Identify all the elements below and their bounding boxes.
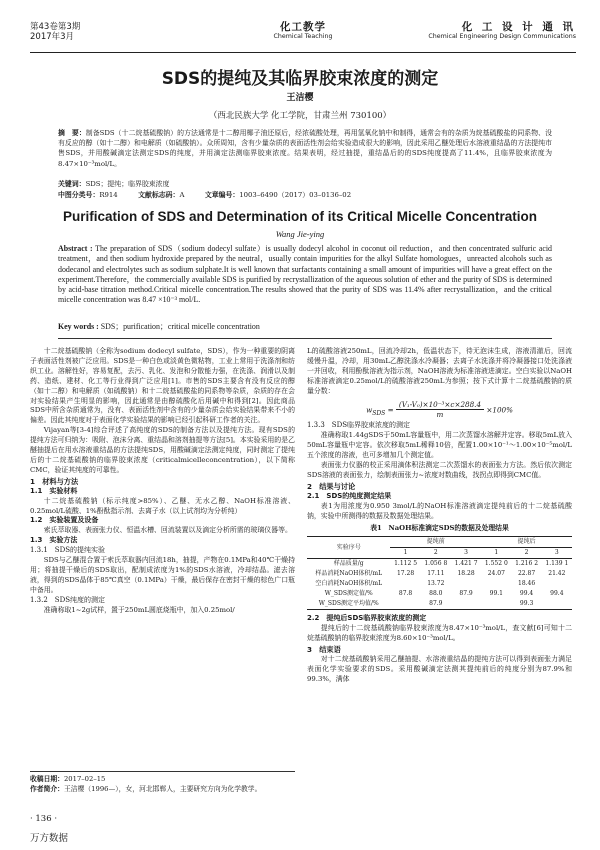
table-col-header: 实验序号 (307, 537, 390, 559)
purity-paragraph: 准确称取1~2g试样，置于250mL圆底烧瓶中，加入0.25mol/ (43, 605, 235, 614)
table-group-before: 提纯前 (390, 537, 481, 548)
table-cell: 18.28 (457, 570, 475, 578)
cmc-method-paragraph-1: 准确称取1.44gSDS于50mL容量瓶中，用二次蒸馏水溶解并定容。移取5mL放入50mL容量瓶中定容。依次移取5mL稀释10倍，配置1.00×10⁻¹～1.00×10⁻⁵mol/L五个浓度的溶液，也可多增加几个测定值。 (307, 431, 572, 460)
article-no-label: 文章编号： (204, 191, 240, 199)
table-cell: 1.112 5 (394, 560, 418, 568)
heading-materials-methods: 1 材料与方法 (30, 476, 79, 486)
heading-cmc-results: 2.2 提纯后SDS临界胶束浓度的测定 (307, 614, 427, 623)
table-trial-number: 3 (451, 548, 481, 559)
heading-results: 2 结果与讨论 (307, 481, 356, 491)
table-row-label: 空白消耗NaOH体积/mL (315, 580, 383, 588)
conclusion-paragraph: 对十二烷基硫酸钠采用乙醚抽提、水溶液重结晶的提纯方法可以得到表面张力满足表面化学实验要求的SDS。采用酸碱滴定法测其提纯前后的纯度分别为87.9%和99.3%，满体 (307, 654, 572, 683)
watermark: 万方数据 (30, 833, 69, 844)
classification-line (58, 190, 552, 200)
doc-code-value: A (179, 191, 185, 199)
doc-code-label: 文献标志码： (138, 191, 180, 199)
table-row (307, 589, 572, 599)
abstract-en (58, 244, 552, 306)
titration-table (307, 536, 572, 610)
section-cn: 化工教学 (280, 21, 326, 33)
materials-paragraph: 十二烷基硫酸钠（标示纯度>85%）、乙醚、无水乙醇、NaOH标准溶液、0.25mol/L硫酸、1%酚酞指示剂、去离子水（以上试剂均为分析纯） (30, 496, 295, 515)
table-row (307, 559, 572, 570)
keywords-cn-text: SDS；提纯；临界胶束浓度 (85, 180, 170, 188)
table-trial-number: 1 (481, 548, 511, 559)
clc-label: 中图分类号： (58, 191, 100, 199)
table-row (307, 579, 572, 589)
abstract-cn-label: 摘 要： (58, 129, 86, 137)
heading-cmc-method: 1.3.3 SDS临界胶束浓度的测定 (307, 421, 411, 430)
heading-purification: 1.3.1 SDS的提纯实验 (30, 546, 106, 555)
table-caption: 表1 NaOH标准滴定SDS的数据及处理结果 (370, 524, 509, 533)
heading-conclusion: 3 结束语 (307, 645, 341, 655)
footnote (30, 771, 295, 794)
purity-paragraph-cont: L的硫酸溶液250mL，回流冷却2h，低温状态下，待无泡沫生成，溶液清澈后，回流缓慢升温，冷却，用30mL乙醇洗涤水冷凝器；去离子水洗涤并将冷凝器接口处洗涤液一并回收，利用酚酞溶液为指示剂，NaOH溶液为标准溶液进滴定。空白实验以NaOH标准溶液滴定0.25mol/L的硫酸溶液250mL为参照；按下式计算十二烷基硫酸钠的质量分数： (307, 347, 572, 395)
received-label: 收稿日期： (30, 775, 64, 783)
table-cell: 99.4 (519, 590, 534, 598)
intro-paragraph-1: 十二烷基硫酸钠（全称为sodium dodecyl sulfate，SDS），作为一种重要的阴离子表面活性剂被广泛应用。SDS是一种白色或淡黄色微粘物，工业上常用于洗涤剂和纺织工业。溶解性好，容易复配，去污、乳化、发泡和分散能力强，在洗涤、润滑以及制药、造纸、建材、化工等行业得到广泛应用[1]。市售的SDS主要含有没有反应的醇（如十二醇）和电解质（如硫酸钠）和十二烷基硫酸盐的同系物等杂质，杂质的存在会对实验结果产生明显的影响，因此通常是由醇硫酸化后用碱中和得到[2]。因此商品SDS中所含杂质通常为，没有、表面活性剂中含有的少量杂质会给实验结果带来不小的偏差。因此其纯度对于表面化学实验结果的影响已经引起科研工作者的关注。 (30, 347, 295, 425)
author-cn: 王洁樱 (286, 93, 314, 103)
table-cell: 99.4 (550, 590, 564, 598)
received-date (30, 774, 295, 784)
heading-methods: 1.3 实验方法 (30, 536, 78, 545)
received-value: 2017–02–15 (63, 775, 106, 783)
table-cell: 17.11 (427, 570, 445, 578)
table-trial-number: 3 (542, 548, 572, 559)
table-row (307, 599, 572, 610)
table-cell: 21.42 (548, 570, 566, 578)
heading-equipment: 1.2 实验装置及设备 (30, 516, 99, 525)
page-number: · 136 · (30, 814, 58, 824)
heading-purity-results: 2.1 SDS的纯度测定结果 (307, 491, 392, 500)
formula-lhs: w (366, 404, 373, 414)
table-cell: 18.46 (518, 580, 536, 588)
table-cell: 1.056 8 (424, 560, 448, 568)
table-cell: 87.9 (390, 599, 481, 610)
table-cell: 17.28 (396, 570, 415, 578)
table-cell: 1.421 7 (454, 560, 478, 568)
table-cell: 24.07 (487, 570, 505, 578)
article-title-en: Purification of SDS and Determination of its Critical Micelle Concentration (62, 209, 538, 224)
table-row (307, 569, 572, 579)
abstract-en-text: The preparation of SDS（sodium dodecyl sulfate）is usually dodecyl alcohol in coconut oil reduction，and then concentrated sulfuric acid treatment，and then sodium hydroxide prepared by the neutral，usually contain impurities for the alkyl Sulfate homologues，unreacted alcohols such as dodecanol and electrolytes such as sodium sulphate.It is well known that surfactants containing a small amount of impurities will have a great effect on the experiment.Therefore，the commercially available SDS is purified by recrystallization of the aqueous solution of ether and the purity of SDS is determined by acid-base titration method.Critical micelle concentration.The results showed that the purity of SDS was 11.4% after recrystallization，and the critical micelle concentration was 8.47 ×10⁻³ mol/L. (58, 244, 552, 305)
right-column (307, 347, 572, 685)
keywords-en (58, 321, 552, 332)
table-cell: 1.552 0 (484, 560, 508, 568)
table-row-label: 样品质量/g (333, 560, 364, 568)
table-cell: 88.0 (429, 590, 443, 598)
affiliation-cn: （西北民族大学 化工学院，甘肃兰州 730100） (208, 111, 392, 121)
keywords-en-label: Key words : (58, 322, 99, 331)
keywords-cn (58, 179, 552, 189)
table-cell: 1.139 1 (545, 560, 569, 568)
journal-cn: 化 工 设 计 通 讯 (461, 21, 576, 33)
abstract-cn (58, 128, 552, 169)
table-cell: 13.72 (427, 580, 445, 588)
formula-eq: = (387, 404, 394, 414)
clc-value: R914 (99, 191, 118, 199)
volume-issue: 第43卷第3期 (30, 22, 81, 32)
formula-fraction (396, 400, 484, 421)
author-bio (30, 784, 295, 794)
author-bio-label: 作者简介： (30, 785, 64, 793)
purification-paragraph: SDS与乙醚混合置于索氏萃取器内回流18h，抽提，产物在0.1MPa和40℃干燥持用；将抽提干燥后的SDS取出，配制成浓度为1%的SDS水溶液，冷却结晶。滤去溶液，得到的SDS晶体于85℃真空（0.1MPa）干燥，最后保存在密封干燥的棕色广口瓶中备用。 (30, 556, 295, 594)
heading-purity: 1.3.2 SDS纯度的测定 (30, 595, 106, 604)
purity-results-paragraph: 表1为用浓度为0.950 3mol/L的NaOH标准溶液滴定提纯前后的十二烷基硫酸钠，实验中所测得的数据及数据处理结果。 (307, 501, 572, 520)
table-cell: 99.3 (481, 599, 572, 610)
section-en: Chemical Teaching (273, 33, 333, 40)
table-row-label: W_SDS测定值/% (324, 590, 373, 598)
running-header (30, 22, 576, 53)
header-divider (58, 338, 552, 339)
author-en: Wang Jie-ying (275, 229, 325, 239)
table-trial-number: 2 (421, 548, 451, 559)
keywords-en-text: SDS；purification；critical micelle concentration (100, 322, 260, 331)
article-no-value: 1003–6490（2017）03–0136–02 (239, 191, 352, 199)
abstract-cn-text: 制备SDS（十二烷基硫酸钠）的方法通常是十二醇用椰子油还原后，经浓硫酸处理，再用氢氧化钠中和制得，通常会有的杂质为烷基硫酸盐的同系物、没有反应的醇（如十二醇）和电解质（如硫酸钠）。众所周知，含有少量杂质的表面活性剂会给实验造成很大的影响，因此采用乙醚处理后水溶液重结晶的方法提纯市售SDS，并用酸碱滴定法测定SDS的纯度，并用滴定法测临界胶束浓度。结果表明，经过抽提，重结晶后的的SDS纯度提高了11.4%，且临界胶束浓度为8.47×10⁻³mol/L。 (58, 129, 553, 168)
intro-paragraph-2: Vijayan等[3-4]综合评述了高纯度的SDS的制备方法以及提纯方法。现有SDS的提纯方法可归纳为：吸附、泡沫分离、重结晶和溶剂抽提等方法[5]。本实验采用的是乙醚抽提后在用水溶液重结晶的方法提纯SDS，用酸碱滴定法测定纯度，同时测定了提纯后的十二烷基硫酸钠的临界胶束浓度（criticalmicelleconcentration），以下简称CMC，验证其纯度的可靠性。 (30, 426, 295, 474)
author-bio-text: 王洁樱（1996—），女，河北邯郸人，主要研究方向为化学教学。 (63, 785, 262, 793)
article-title-cn: SDS的提纯及其临界胶束浓度的测定 (161, 69, 439, 89)
formula-numerator: (V₁-V₀)×10⁻³×c×288.4 (396, 400, 484, 411)
equipment-paragraph: 索氏萃取器、表面张力仪、恒温水槽、回流装置以及滴定分析所需的玻璃仪器等。 (43, 526, 292, 535)
formula-tail: ×100% (486, 404, 513, 414)
table-row-label: 样品消耗NaOH体积/mL (315, 570, 383, 578)
table-group-after: 提纯后 (481, 537, 572, 548)
heading-materials: 1.1 实验材料 (30, 486, 78, 495)
table-row-label: W_SDS测定平均值/% (307, 599, 390, 610)
issue-date: 2017年3月 (30, 32, 75, 42)
keywords-cn-label: 关键词： (58, 180, 86, 188)
journal-en: Chemical Engineering Design Communications (428, 33, 576, 40)
formula-sub: SDS (372, 409, 386, 417)
left-column (30, 347, 295, 615)
journal-name (428, 22, 576, 42)
cmc-method-paragraph-2: 表面张力仪器的校正采用滴体积法测定二次蒸馏水的表面张力方法。然后依次测定SDS溶液的表面张力，绘制表面张力~浓度对数曲线，找拐点即得到CMC值。 (307, 460, 572, 479)
table-cell: 87.8 (398, 590, 413, 598)
formula-denominator: m (436, 410, 444, 420)
table-trial-number: 1 (390, 548, 420, 559)
table-cell: 99.1 (489, 590, 503, 598)
table-trial-number: 2 (511, 548, 541, 559)
table-cell: 87.9 (459, 590, 473, 598)
purity-formula (307, 400, 572, 421)
abstract-en-label: Abstract : (58, 244, 93, 253)
table-cell: 22.87 (517, 570, 536, 578)
table-cell: 1.216 2 (515, 560, 539, 568)
cmc-results-paragraph: 提纯后的十二烷基硫酸钠临界胶束浓度为8.47×10⁻³mol/L，查文献[6]可知十二烷基硫酸钠的临界胶束浓度为8.60×10⁻³mol/L。 (307, 624, 572, 643)
